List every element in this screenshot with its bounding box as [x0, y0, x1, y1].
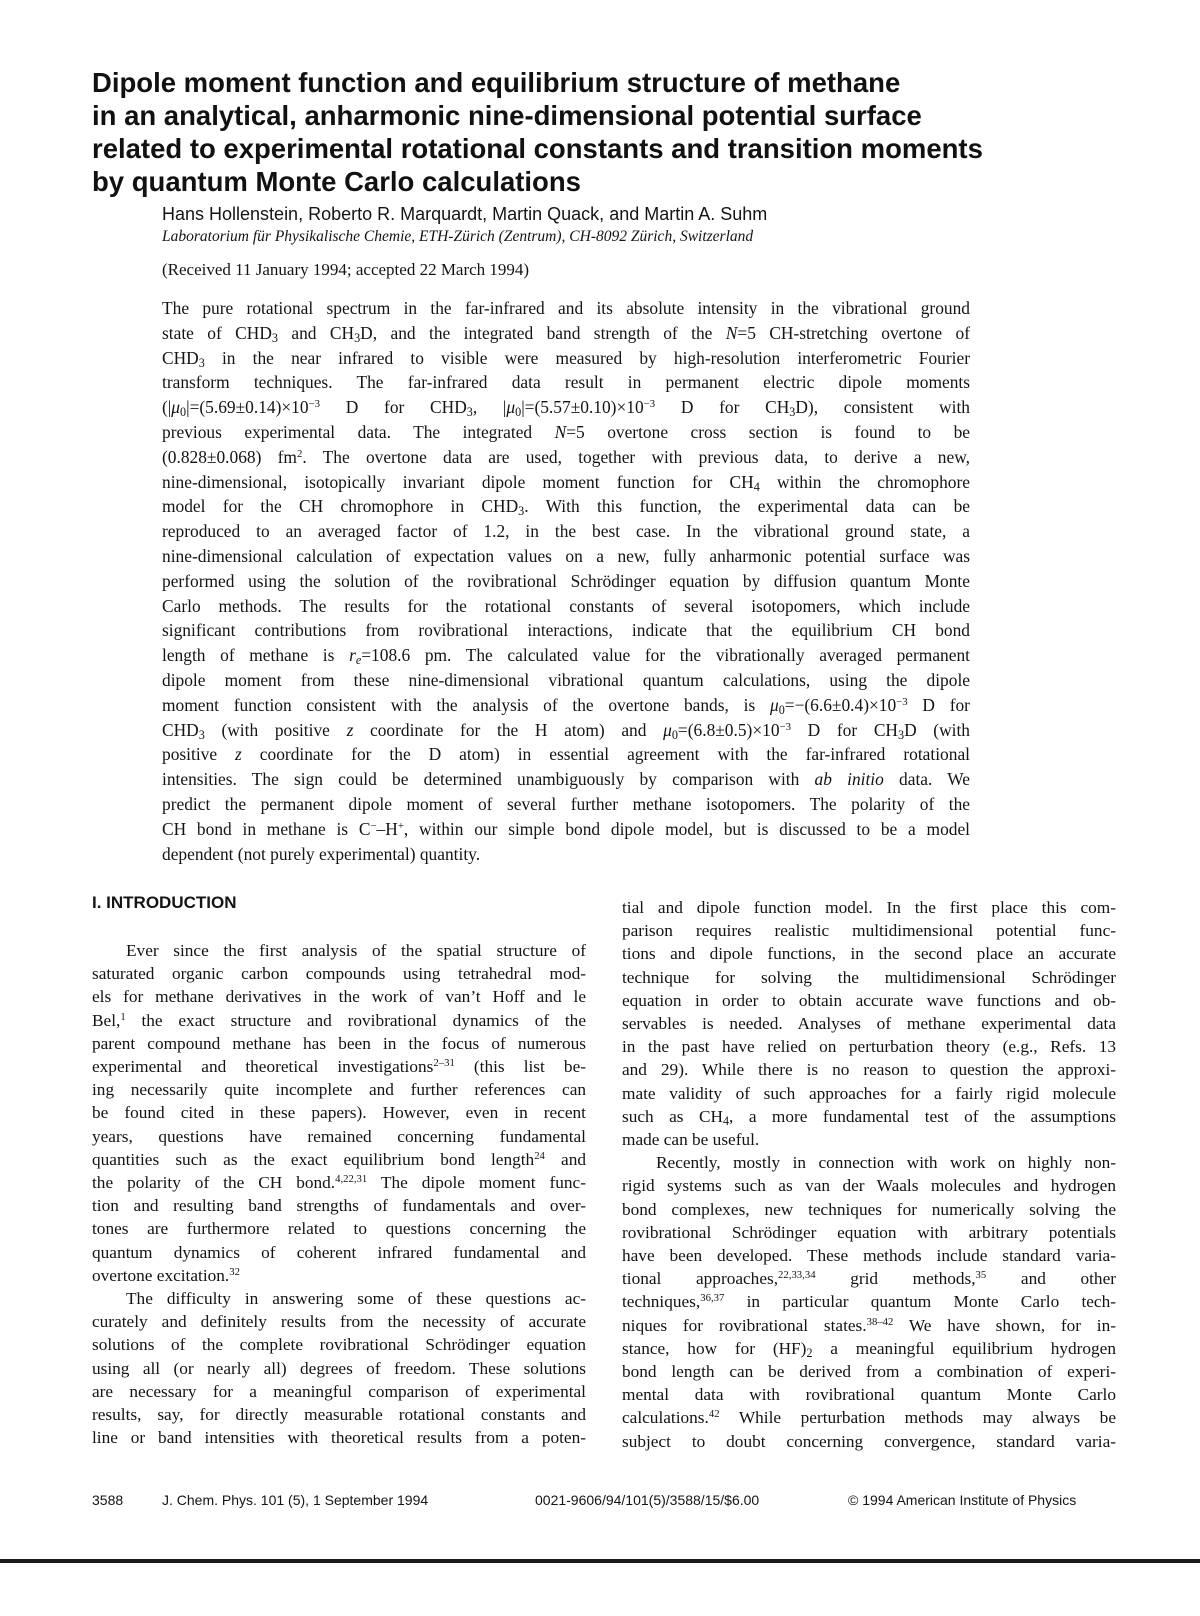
page-footer — [0, 1492, 1200, 1512]
title-line: related to experimental rotational constants and transition moments — [92, 133, 983, 164]
body-column-right: tial and dipole function model. In the first place this com- parison requires realistic multidimensional potential func- tions and dipole functions, in the second place an accurate technique for solving the multidimensional Schrödinger equation in order to obtain accurate wave functions and ob- servables is needed. Analyses of methane experimental data in the past have relied on perturbation theory (e.g., Refs. 13 and 29). While there is no reason to question the approxi- mate validity of such approaches for a fairly rigid molecule such as $CH_4$, a more fundamental test of the assumptions made can be useful. Recently, mostly in connection with work on highly non- rigid systems such as van der Waals molecules and hydrogen bond complexes, new techniques for numerically solving the rovibrational Schrödinger equation with arbitrary potentials have been developed. These methods include standard varia- tional approaches,$^{22,33,34}$ grid methods,$^{35}$ and other techniques,$^{36,37}$ in particular quantum Monte Carlo tech- niques for rovibrational states.$^{38-42}$ We have shown, for in- stance, how for $(HF)_2$ a meaningful equilibrium hydrogen bond length can be derived from a combination of experi- mental data with rovibrational quantum Monte Carlo calculations.$^{42}$ While perturbation methods may always be subject to doubt concerning convergence, standard varia- — [622, 898, 1116, 1451]
title-line: Dipole moment function and equilibrium structure of methane — [92, 67, 901, 98]
received-dates: (Received 11 January 1994; accepted 22 March 1994) — [162, 260, 530, 279]
author-list: Hans Hollenstein, Roberto R. Marquardt, Martin Quack, and Martin A. Suhm — [162, 204, 768, 224]
section-heading: I. INTRODUCTION — [92, 893, 237, 912]
page-number: 3588 — [92, 1492, 124, 1508]
title-line: in an analytical, anharmonic nine-dimensional potential surface — [92, 100, 922, 131]
title-line: by quantum Monte Carlo calculations — [92, 166, 581, 197]
abstract: The pure rotational spectrum in the far-infrared and its absolute intensity in the vibrational ground state of $CHD_3$ and $CH_3D$, and the integrated band strength of the N=5 CH-stretching overtone of $CHD_3$ in the near infrared to visible were measured by high-resolution interferometric Fourier transform techniques. The far-infrared data result in permanent electric dipole moments ($|\mu_0|=(5.69\pm 0.14)\times 10^{-3}$ D for $CHD_3$, $|\mu_0|=(5.57\pm 0.10)\times 10^{-3}$ D for $CH_3D$), consistent with previous experimental data. The integrated N=5 overtone cross section is found to be (0.828±0.068) $fm^2$. The overtone data are used, together with previous data, to derive a new, nine-dimensional, isotopically invariant dipole moment function for $CH_4$ within the chromophore model for the CH chromophore in $CHD_3$. With this function, the experimental data can be reproduced to an averaged factor of 1.2, in the best case. In the vibrational ground state, a nine-dimensional calculation of expectation values on a new, fully anharmonic potential surface was performed using the solution of the rovibrational Schrödinger equation by diffusion quantum Monte Carlo methods. The results for the rotational constants of several isotopomers, which include significant contributions from rovibrational interactions, indicate that the equilibrium CH bond length of methane is $r_e=108.6$ pm. The calculated value for the vibrationally averaged permanent dipole moment from these nine-dimensional vibrational quantum calculations, using the dipole moment function consistent with the analysis of the overtone bands, is $\mu_0=-(6.6\pm 0.4)\times 10^{-3}$ D for $CHD_3$ (with positive z coordinate for the H atom) and $\mu_0=(6.8\pm 0.5)\times 10^{-3}$ D for $CH_3D$ (with positive z coordinate for the D atom) in essential agreement with the far-infrared rotational intensities. The sign could be determined unambiguously by comparison with ab initio data. We predict the permanent dipole moment of several further methane isotopomers. The polarity of the CH bond in methane is C−–H+, within our simple bond dipole model, but is discussed to be a model dependent (not purely experimental) quantity. — [162, 298, 971, 864]
journal-citation: J. Chem. Phys. 101 (5), 1 September 1994 — [162, 1492, 429, 1508]
affiliation: Laboratorium für Physikalische Chemie, ETH-Zürich (Zentrum), CH-8092 Zürich, Switzerland — [162, 228, 754, 245]
paper-title — [92, 66, 1052, 198]
copyright-notice: © 1994 American Institute of Physics — [848, 1492, 1077, 1508]
body-column-left: Ever since the first analysis of the spatial structure of saturated organic carbon compounds using tetrahedral mod- els for methane derivatives in the work of van’t Hoff and le Bel,$^1$ the exact structure and rovibrational dynamics of the parent compound methane has been in the focus of numerous experimental and theoretical investigations$^{2-31}$ (this list be- ing necessarily quite incomplete and further references can be found cited in these papers). However, even in recent years, questions have remained concerning fundamental quantities such as the exact equilibrium bond length$^{24}$ and the polarity of the CH bond.$^{4,22,31}$ The dipole moment func- tion and resulting band strengths of fundamentals and over- tones are furthermore related to questions concerning the quantum dynamics of coherent infrared fundamental and overtone excitation.$^{32}$ The difficulty in answering some of these questions ac- curately and definitely results from the necessity of accurate solutions of the complete rovibrational Schrödinger equation using all (or nearly all) degrees of freedom. These solutions are necessary for a meaningful comparison of experimental results, say, for directly measurable rotational constants and line or band intensities with theoretical results from a poten- — [92, 941, 586, 1448]
bottom-rule — [0, 1559, 1200, 1563]
article-code: 0021-9606/94/101(5)/3588/15/$6.00 — [535, 1492, 760, 1508]
